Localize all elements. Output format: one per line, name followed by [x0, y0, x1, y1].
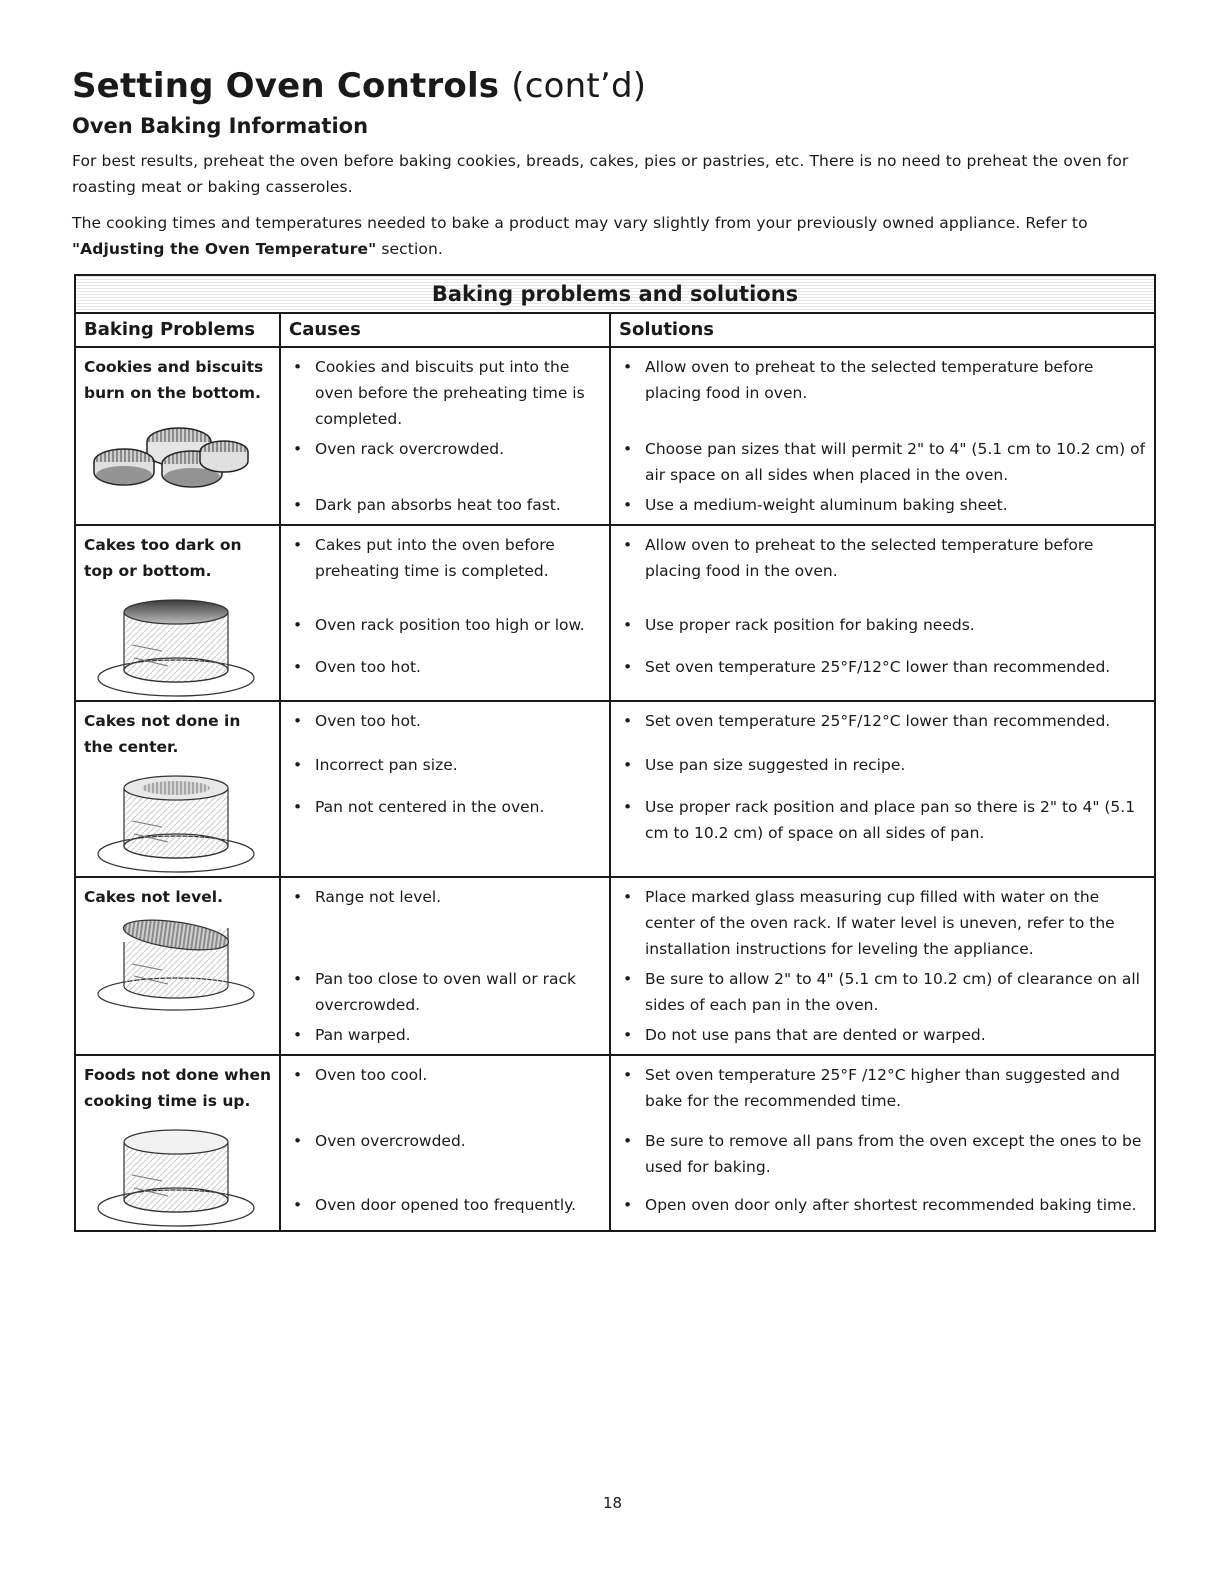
cause-text: Cakes put into the oven before preheating time is completed.: [315, 536, 555, 580]
bullet-icon: •: [293, 797, 303, 816]
solution-cell: [610, 490, 1155, 525]
problem-cell: [75, 877, 280, 1055]
problem-title: Cakes not level.: [84, 888, 223, 906]
cause-text: Pan too close to oven wall or rack overcrowded.: [315, 970, 577, 1014]
solution-item: [619, 1022, 1146, 1048]
cause-item: [289, 354, 601, 432]
cause-cell: [280, 964, 610, 1020]
solution-item: [619, 794, 1146, 846]
solution-text: Use proper rack position and place pan so there is 2" to 4" (5.1 cm to 10.2 cm) of space on all sides of pan.: [645, 797, 1136, 842]
solution-item: [619, 966, 1146, 1018]
solution-text: Allow oven to preheat to the selected temperature before placing food in oven.: [645, 358, 1094, 402]
cause-text: Pan not centered in the oven.: [315, 797, 545, 816]
table-row: [75, 701, 1155, 750]
bullet-icon: •: [293, 755, 303, 774]
cause-text: Incorrect pan size.: [315, 755, 458, 774]
bullet-icon: •: [623, 658, 633, 677]
solution-text: Place marked glass measuring cup filled with water on the center of the oven rack. If water level is uneven, refer to the installation instructions for leveling the appliance.: [645, 888, 1115, 958]
cookies-icon: [76, 412, 279, 502]
cause-cell: [280, 750, 610, 792]
table-row: [75, 877, 1155, 964]
dark-cake-icon: [76, 590, 279, 700]
solution-text: Set oven temperature 25°F/12°C lower than recommended.: [645, 712, 1111, 730]
bullet-icon: •: [293, 658, 303, 677]
solution-text: Open oven door only after shortest recommended baking time.: [645, 1196, 1137, 1215]
bullet-icon: •: [623, 616, 633, 635]
column-header-problems: Baking Problems: [75, 313, 280, 347]
solution-cell: [610, 1055, 1155, 1126]
bullet-icon: •: [293, 1026, 303, 1044]
solution-cell: [610, 652, 1155, 701]
problem-title: Foods not done when cooking time is up.: [84, 1066, 272, 1110]
solution-item: [619, 752, 1146, 778]
cause-item: [289, 884, 601, 910]
solution-text: Set oven temperature 25°F /12°C higher than suggested and bake for the recommended time.: [645, 1066, 1120, 1110]
solution-cell: [610, 964, 1155, 1020]
bullet-icon: •: [623, 1066, 633, 1084]
problem-cell: [75, 701, 280, 877]
problem-title: Cookies and biscuits burn on the bottom.: [84, 358, 264, 402]
title-main: Setting Oven Controls: [72, 66, 500, 106]
cause-text: Oven rack overcrowded.: [315, 440, 505, 458]
cause-cell: [280, 1020, 610, 1055]
cause-item: [289, 1062, 601, 1088]
bullet-icon: •: [293, 440, 303, 458]
solution-text: Be sure to remove all pans from the oven except the ones to be used for baking.: [645, 1131, 1142, 1176]
solution-item: [619, 612, 1146, 638]
cause-item: [289, 492, 601, 518]
cause-item: [289, 532, 601, 584]
solution-text: Choose pan sizes that will permit 2" to 4" (5.1 cm to 10.2 cm) of air space on all sides when placed in the oven.: [645, 440, 1146, 484]
cause-cell: [280, 490, 610, 525]
problem-cell: [75, 525, 280, 701]
bullet-icon: •: [623, 358, 633, 376]
bullet-icon: •: [293, 1196, 303, 1215]
solution-item: [619, 436, 1146, 488]
solution-text: Do not use pans that are dented or warped.: [645, 1026, 986, 1044]
bullet-icon: •: [623, 755, 633, 774]
solution-item: [619, 1062, 1146, 1114]
cause-text: Dark pan absorbs heat too fast.: [315, 496, 561, 514]
cause-text: Oven too hot.: [315, 658, 421, 677]
bullet-icon: •: [293, 616, 303, 635]
cause-cell: [280, 1055, 610, 1126]
cause-item: [289, 1022, 601, 1048]
problem-cell: [75, 347, 280, 525]
cause-text: Oven too hot.: [315, 712, 421, 730]
solution-text: Be sure to allow 2" to 4" (5.1 cm to 10.2 cm) of clearance on all sides of each pan in the oven.: [645, 970, 1140, 1014]
cause-cell: [280, 877, 610, 964]
bullet-icon: •: [623, 1131, 633, 1150]
intro-p2-start: The cooking times and temperatures needed to bake a product may vary slightly from your previously owned appliance. Refer to: [72, 214, 1088, 232]
cause-item: [289, 794, 601, 820]
page: [72, 64, 1152, 272]
cause-text: Range not level.: [315, 888, 442, 906]
solution-cell: [610, 701, 1155, 750]
problem-title: Cakes not done in the center.: [84, 712, 241, 756]
cause-item: [289, 1192, 601, 1218]
bullet-icon: •: [293, 496, 303, 514]
cause-item: [289, 708, 601, 734]
bullet-icon: •: [623, 970, 633, 988]
solution-text: Use pan size suggested in recipe.: [645, 755, 906, 774]
solution-text: Use proper rack position for baking needs.: [645, 616, 975, 635]
intro-p2-end: section.: [376, 240, 443, 258]
cause-cell: [280, 701, 610, 750]
cause-item: [289, 436, 601, 462]
solution-item: [619, 532, 1146, 584]
bullet-icon: •: [293, 1131, 303, 1150]
cause-cell: [280, 792, 610, 877]
table-banner: Baking problems and solutions: [75, 275, 1155, 313]
bullet-icon: •: [293, 358, 303, 376]
baking-problems-table: [74, 274, 1156, 1232]
bullet-icon: •: [623, 888, 633, 906]
solution-cell: [610, 1190, 1155, 1231]
cause-cell: [280, 652, 610, 701]
cause-text: Cookies and biscuits put into the oven before the preheating time is completed.: [315, 358, 585, 428]
solution-text: Set oven temperature 25°F/12°C lower than recommended.: [645, 658, 1111, 677]
problem-cell: [75, 1055, 280, 1231]
solution-cell: [610, 877, 1155, 964]
cause-text: Oven overcrowded.: [315, 1131, 466, 1150]
solution-cell: [610, 1126, 1155, 1191]
solution-text: Allow oven to preheat to the selected temperature before placing food in the oven.: [645, 536, 1094, 580]
bullet-icon: •: [623, 496, 633, 514]
table-row: [75, 347, 1155, 434]
intro-paragraph-1: For best results, preheat the oven before baking cookies, breads, cakes, pies or pastries, etc. There is no need to preheat the oven for roasting meat or baking casseroles.: [72, 152, 1129, 196]
solution-item: [619, 884, 1146, 962]
solution-item: [619, 492, 1146, 518]
bullet-icon: •: [293, 712, 303, 730]
title-suffix: (cont’d): [511, 66, 647, 106]
solution-cell: [610, 1020, 1155, 1055]
solution-item: [619, 354, 1146, 406]
page-number: 18: [602, 1494, 623, 1512]
bullet-icon: •: [623, 1196, 633, 1215]
cause-item: [289, 1128, 601, 1154]
column-header-causes: Causes: [280, 313, 610, 347]
bullet-icon: •: [623, 1026, 633, 1044]
bullet-icon: •: [293, 888, 303, 906]
table-body: [75, 347, 1155, 1231]
bullet-icon: •: [293, 536, 303, 554]
bullet-icon: •: [623, 712, 633, 730]
cause-cell: [280, 347, 610, 434]
solution-cell: [610, 347, 1155, 434]
problem-title: Cakes too dark on top or bottom.: [84, 536, 242, 580]
plain-cake-icon: [76, 1120, 279, 1230]
cause-item: [289, 612, 601, 638]
cause-cell: [280, 434, 610, 490]
cause-item: [289, 752, 601, 778]
cause-cell: [280, 1190, 610, 1231]
page-title: [72, 64, 1152, 108]
solution-item: [619, 1192, 1146, 1218]
cause-text: Oven door opened too frequently.: [315, 1196, 577, 1215]
cause-text: Oven too cool.: [315, 1066, 428, 1084]
table-row: [75, 1055, 1155, 1126]
bullet-icon: •: [623, 797, 633, 816]
bullet-icon: •: [623, 440, 633, 458]
solution-item: [619, 708, 1146, 734]
section-reference: "Adjusting the Oven Temperature": [72, 240, 377, 258]
solution-cell: [610, 792, 1155, 877]
cause-text: Pan warped.: [315, 1026, 411, 1044]
column-header-solutions: Solutions: [610, 313, 1155, 347]
cause-item: [289, 966, 601, 1018]
solution-cell: [610, 610, 1155, 652]
bullet-icon: •: [293, 1066, 303, 1084]
bullet-icon: •: [293, 970, 303, 988]
bullet-icon: •: [623, 536, 633, 554]
solution-cell: [610, 525, 1155, 610]
solution-text: Use a medium-weight aluminum baking sheet.: [645, 496, 1008, 514]
cause-item: [289, 654, 601, 680]
intro-paragraph-2: [72, 210, 1152, 262]
cause-cell: [280, 525, 610, 610]
cause-cell: [280, 610, 610, 652]
solution-item: [619, 654, 1146, 680]
table-row: [75, 525, 1155, 610]
solution-cell: [610, 750, 1155, 792]
solution-item: [619, 1128, 1146, 1180]
cake-icon: [76, 766, 279, 876]
cause-text: Oven rack position too high or low.: [315, 616, 585, 635]
tilted-cake-icon: [76, 916, 279, 1016]
section-subtitle: Oven Baking Information: [72, 114, 369, 138]
solution-cell: [610, 434, 1155, 490]
cause-cell: [280, 1126, 610, 1191]
